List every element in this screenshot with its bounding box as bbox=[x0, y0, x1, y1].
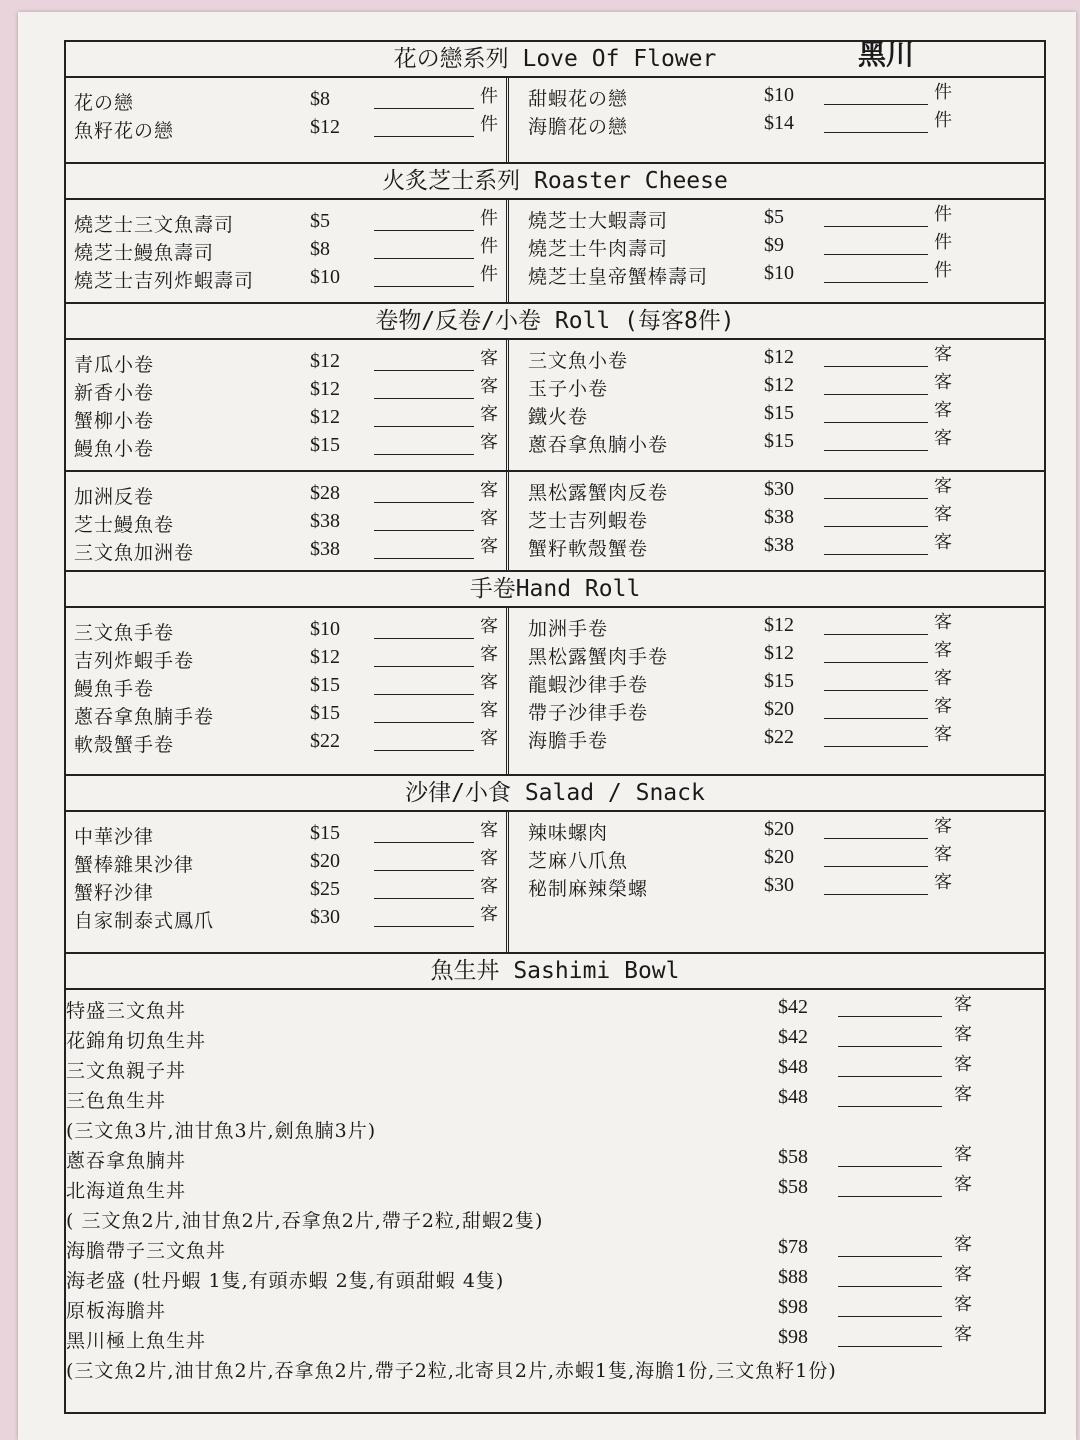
quantity-blank[interactable] bbox=[374, 286, 474, 287]
item-price: $20 bbox=[764, 846, 794, 868]
item-price: $15 bbox=[764, 402, 794, 424]
item-name: 燒芝士牛肉壽司 bbox=[528, 238, 669, 260]
item-price: $58 bbox=[778, 1146, 808, 1168]
menu-item-row bbox=[74, 646, 499, 674]
item-price: $5 bbox=[764, 206, 784, 228]
unit-label: 客 bbox=[934, 532, 952, 553]
quantity-blank[interactable] bbox=[374, 426, 474, 427]
item-name: 蔥吞拿魚腩手卷 bbox=[74, 706, 215, 728]
item-name: 特盛三文魚丼 bbox=[66, 1000, 187, 1022]
menu-item-row bbox=[74, 510, 499, 538]
item-price: $30 bbox=[764, 874, 794, 896]
menu-item-row bbox=[66, 1326, 1036, 1356]
menu-item-row bbox=[528, 234, 1033, 262]
unit-label: 客 bbox=[934, 724, 952, 745]
menu-item-row bbox=[74, 906, 499, 934]
right-column bbox=[528, 614, 1033, 754]
unit-label: 客 bbox=[934, 872, 952, 893]
section-title bbox=[66, 38, 1044, 78]
item-price: $12 bbox=[310, 406, 340, 428]
quantity-blank[interactable] bbox=[824, 634, 928, 635]
item-price: $38 bbox=[764, 506, 794, 528]
item-name: 軟殼蟹手卷 bbox=[74, 734, 175, 756]
item-name: 帶子沙律手卷 bbox=[528, 702, 649, 724]
column-divider bbox=[506, 76, 509, 162]
menu-section bbox=[66, 954, 1044, 1412]
unit-label: 客 bbox=[934, 428, 952, 449]
item-price: $22 bbox=[764, 726, 794, 748]
menu-item-row bbox=[74, 378, 499, 406]
quantity-blank[interactable] bbox=[374, 722, 474, 723]
item-note: (三文魚2片,油甘魚2片,吞拿魚2片,帶子2粒,北寄貝2片,赤蝦1隻,海膽1份,三文魚籽1份) bbox=[66, 1360, 837, 1382]
unit-label: 客 bbox=[480, 536, 498, 557]
quantity-blank[interactable] bbox=[824, 526, 928, 527]
quantity-blank[interactable] bbox=[374, 666, 474, 667]
item-name: 自家制泰式鳳爪 bbox=[74, 910, 215, 932]
quantity-blank[interactable] bbox=[838, 1256, 942, 1257]
item-name: 花の戀 bbox=[74, 92, 135, 114]
quantity-blank[interactable] bbox=[838, 1196, 942, 1197]
item-name: 原板海膽丼 bbox=[66, 1300, 167, 1322]
unit-label: 客 bbox=[934, 344, 952, 365]
unit-label: 客 bbox=[480, 480, 498, 501]
item-price: $98 bbox=[778, 1326, 808, 1348]
item-price: $15 bbox=[764, 430, 794, 452]
item-name: 海老盛 (牡丹蝦 1隻,有頭赤蝦 2隻,有頭甜蝦 4隻) bbox=[66, 1270, 505, 1292]
item-price: $10 bbox=[764, 262, 794, 284]
quantity-blank[interactable] bbox=[838, 1046, 942, 1047]
unit-label: 客 bbox=[480, 376, 498, 397]
unit-label: 客 bbox=[480, 432, 498, 453]
unit-label: 客 bbox=[934, 612, 952, 633]
quantity-blank[interactable] bbox=[824, 366, 928, 367]
unit-label: 件 bbox=[480, 208, 498, 229]
unit-label: 客 bbox=[480, 616, 498, 637]
item-name: 魚籽花の戀 bbox=[74, 120, 175, 142]
quantity-blank[interactable] bbox=[374, 638, 474, 639]
section-title-text: 卷物/反卷/小卷 Roll (每客8件) bbox=[375, 308, 735, 334]
quantity-blank[interactable] bbox=[824, 838, 928, 839]
quantity-blank[interactable] bbox=[824, 746, 928, 747]
item-name: 黑松露蟹肉反卷 bbox=[528, 482, 669, 504]
item-price: $15 bbox=[764, 670, 794, 692]
brand-name: 黑川 bbox=[857, 38, 914, 71]
item-name: 蟹籽沙律 bbox=[74, 882, 155, 904]
item-name: 鐵火卷 bbox=[528, 406, 589, 428]
unit-label: 客 bbox=[954, 1294, 972, 1315]
unit-label: 客 bbox=[934, 476, 952, 497]
item-price: $88 bbox=[778, 1266, 808, 1288]
quantity-blank[interactable] bbox=[838, 1016, 942, 1017]
item-name: 鰻魚手卷 bbox=[74, 678, 155, 700]
menu-item-row bbox=[74, 88, 499, 116]
menu-item-row bbox=[74, 266, 499, 294]
section-title-text: 手卷Hand Roll bbox=[469, 576, 641, 602]
quantity-blank[interactable] bbox=[374, 870, 474, 871]
menu-frame bbox=[64, 40, 1046, 1414]
item-price: $5 bbox=[310, 210, 330, 232]
quantity-blank[interactable] bbox=[374, 230, 474, 231]
unit-label: 客 bbox=[480, 404, 498, 425]
right-column bbox=[528, 478, 1033, 562]
menu-item-row bbox=[528, 346, 1033, 374]
right-column bbox=[528, 346, 1033, 458]
menu-item-row bbox=[66, 1086, 1036, 1116]
item-name: 燒芝士三文魚壽司 bbox=[74, 214, 235, 236]
item-name: 三文魚手卷 bbox=[74, 622, 175, 644]
unit-label: 客 bbox=[934, 400, 952, 421]
menu-item-row bbox=[74, 238, 499, 266]
menu-item-row bbox=[74, 702, 499, 730]
item-name: 花錦角切魚生丼 bbox=[66, 1030, 207, 1052]
quantity-blank[interactable] bbox=[374, 898, 474, 899]
unit-label: 件 bbox=[934, 232, 952, 253]
item-name: 燒芝士皇帝蟹棒壽司 bbox=[528, 266, 709, 288]
menu-item-row bbox=[528, 206, 1033, 234]
unit-label: 件 bbox=[480, 264, 498, 285]
menu-item-row bbox=[528, 430, 1033, 458]
menu-item-row bbox=[528, 698, 1033, 726]
item-name: 辣味螺肉 bbox=[528, 822, 609, 844]
quantity-blank[interactable] bbox=[824, 394, 928, 395]
quantity-blank[interactable] bbox=[838, 1106, 942, 1107]
item-name: 吉列炸蝦手卷 bbox=[74, 650, 195, 672]
item-price: $10 bbox=[310, 618, 340, 640]
quantity-blank[interactable] bbox=[824, 422, 928, 423]
right-column bbox=[528, 818, 1033, 902]
left-column bbox=[74, 822, 499, 934]
menu-item-row bbox=[528, 614, 1033, 642]
item-price: $30 bbox=[310, 906, 340, 928]
item-note: (三文魚3片,油甘魚3片,劍魚腩3片) bbox=[66, 1120, 377, 1142]
item-name: 芝士鰻魚卷 bbox=[74, 514, 175, 536]
menu-item-row bbox=[74, 850, 499, 878]
left-column bbox=[74, 618, 499, 758]
unit-label: 件 bbox=[480, 236, 498, 257]
unit-label: 客 bbox=[954, 1174, 972, 1195]
item-name: 蔥吞拿魚腩小卷 bbox=[528, 434, 669, 456]
item-name: 甜蝦花の戀 bbox=[528, 88, 629, 110]
unit-label: 客 bbox=[480, 848, 498, 869]
menu-item-row bbox=[74, 210, 499, 238]
section-title bbox=[66, 776, 1044, 812]
item-price: $30 bbox=[764, 478, 794, 500]
item-price: $10 bbox=[310, 266, 340, 288]
unit-label: 客 bbox=[480, 876, 498, 897]
unit-label: 客 bbox=[934, 696, 952, 717]
quantity-blank[interactable] bbox=[374, 750, 474, 751]
item-price: $78 bbox=[778, 1236, 808, 1258]
item-name: 鰻魚小卷 bbox=[74, 438, 155, 460]
quantity-blank[interactable] bbox=[824, 894, 928, 895]
full-width-list bbox=[66, 996, 1036, 1386]
unit-label: 客 bbox=[954, 1324, 972, 1345]
unit-label: 客 bbox=[480, 508, 498, 529]
section-title-text: 火炙芝士系列 Roaster Cheese bbox=[382, 168, 728, 194]
quantity-blank[interactable] bbox=[374, 370, 474, 371]
section-title-text: 花の戀系列 Love Of Flower bbox=[393, 46, 717, 72]
section-title-text: 沙律/小食 Salad / Snack bbox=[405, 780, 705, 806]
unit-label: 客 bbox=[480, 904, 498, 925]
column-divider bbox=[506, 606, 509, 774]
item-price: $14 bbox=[764, 112, 794, 134]
item-name: 燒芝士大蝦壽司 bbox=[528, 210, 669, 232]
unit-label: 客 bbox=[480, 348, 498, 369]
item-name: 海膽手卷 bbox=[528, 730, 609, 752]
item-name: 黑松露蟹肉手卷 bbox=[528, 646, 669, 668]
item-note: ( 三文魚2片,油甘魚2片,吞拿魚2片,帶子2粒,甜蝦2隻) bbox=[66, 1210, 544, 1232]
unit-label: 客 bbox=[934, 372, 952, 393]
quantity-blank[interactable] bbox=[374, 136, 474, 137]
menu-item-row bbox=[528, 402, 1033, 430]
unit-label: 件 bbox=[934, 110, 952, 131]
quantity-blank[interactable] bbox=[824, 104, 928, 105]
unit-label: 客 bbox=[954, 1084, 972, 1105]
item-name: 加洲反卷 bbox=[74, 486, 155, 508]
item-price: $10 bbox=[764, 84, 794, 106]
quantity-blank[interactable] bbox=[838, 1346, 942, 1347]
menu-item-row bbox=[66, 1296, 1036, 1326]
item-name: 芝士吉列蝦卷 bbox=[528, 510, 649, 532]
item-price: $15 bbox=[310, 822, 340, 844]
item-price: $8 bbox=[310, 88, 330, 110]
menu-item-row bbox=[528, 818, 1033, 846]
item-name: 燒芝士鰻魚壽司 bbox=[74, 242, 215, 264]
menu-item-row bbox=[66, 1236, 1036, 1266]
menu-item-row bbox=[528, 506, 1033, 534]
column-divider bbox=[506, 810, 509, 952]
item-name: 中華沙律 bbox=[74, 826, 155, 848]
quantity-blank[interactable] bbox=[824, 450, 928, 451]
item-name: 三文魚加洲卷 bbox=[74, 542, 195, 564]
menu-sheet bbox=[18, 12, 1076, 1440]
item-name: 蔥吞拿魚腩丼 bbox=[66, 1150, 187, 1172]
unit-label: 客 bbox=[954, 1234, 972, 1255]
right-column bbox=[528, 206, 1033, 290]
item-price: $38 bbox=[764, 534, 794, 556]
left-column bbox=[74, 482, 499, 566]
menu-item-row bbox=[528, 478, 1033, 506]
item-name: 芝麻八爪魚 bbox=[528, 850, 629, 872]
left-column bbox=[74, 210, 499, 294]
quantity-blank[interactable] bbox=[374, 258, 474, 259]
item-price: $38 bbox=[310, 510, 340, 532]
quantity-blank[interactable] bbox=[824, 498, 928, 499]
left-column bbox=[74, 350, 499, 462]
item-name: 三文魚親子丼 bbox=[66, 1060, 187, 1082]
quantity-blank[interactable] bbox=[374, 558, 474, 559]
item-price: $42 bbox=[778, 1026, 808, 1048]
item-name: 黑川極上魚生丼 bbox=[66, 1330, 207, 1352]
item-price: $48 bbox=[778, 1056, 808, 1078]
menu-item-row bbox=[66, 1176, 1036, 1206]
menu-item-row bbox=[528, 84, 1033, 112]
quantity-blank[interactable] bbox=[838, 1316, 942, 1317]
item-name: 新香小卷 bbox=[74, 382, 155, 404]
menu-item-row bbox=[66, 996, 1036, 1026]
item-name: 蟹柳小卷 bbox=[74, 410, 155, 432]
menu-item-row bbox=[66, 1266, 1036, 1296]
item-price: $12 bbox=[764, 346, 794, 368]
item-price: $98 bbox=[778, 1296, 808, 1318]
column-divider bbox=[506, 338, 509, 570]
menu-item-row bbox=[74, 730, 499, 758]
unit-label: 客 bbox=[954, 1264, 972, 1285]
unit-label: 客 bbox=[934, 844, 952, 865]
quantity-blank[interactable] bbox=[838, 1286, 942, 1287]
menu-section bbox=[66, 572, 1044, 776]
item-price: $15 bbox=[310, 674, 340, 696]
right-column bbox=[528, 84, 1033, 140]
menu-item-row bbox=[528, 534, 1033, 562]
section-title-text: 魚生丼 Sashimi Bowl bbox=[430, 958, 680, 984]
quantity-blank[interactable] bbox=[824, 662, 928, 663]
item-name: 三色魚生丼 bbox=[66, 1090, 167, 1112]
unit-label: 客 bbox=[480, 820, 498, 841]
menu-item-row bbox=[74, 350, 499, 378]
item-name: 玉子小卷 bbox=[528, 378, 609, 400]
unit-label: 客 bbox=[954, 1144, 972, 1165]
menu-item-row bbox=[74, 406, 499, 434]
quantity-blank[interactable] bbox=[824, 132, 928, 133]
unit-label: 件 bbox=[934, 260, 952, 281]
quantity-blank[interactable] bbox=[374, 530, 474, 531]
item-price: $48 bbox=[778, 1086, 808, 1108]
item-price: $22 bbox=[310, 730, 340, 752]
item-price: $12 bbox=[310, 350, 340, 372]
menu-item-row bbox=[528, 726, 1033, 754]
unit-label: 客 bbox=[954, 1054, 972, 1075]
item-name: 秘制麻辣榮螺 bbox=[528, 878, 649, 900]
quantity-blank[interactable] bbox=[824, 282, 928, 283]
menu-item-row bbox=[66, 1026, 1036, 1056]
menu-section bbox=[66, 164, 1044, 304]
quantity-blank[interactable] bbox=[374, 398, 474, 399]
section-title bbox=[66, 164, 1044, 200]
menu-item-row bbox=[74, 434, 499, 462]
quantity-blank[interactable] bbox=[824, 690, 928, 691]
quantity-blank[interactable] bbox=[374, 502, 474, 503]
quantity-blank[interactable] bbox=[374, 108, 474, 109]
item-name: 燒芝士吉列炸蝦壽司 bbox=[74, 270, 255, 292]
subsection-divider bbox=[66, 470, 1044, 472]
menu-item-row bbox=[528, 374, 1033, 402]
item-price: $12 bbox=[310, 116, 340, 138]
menu-item-row bbox=[528, 670, 1033, 698]
unit-label: 客 bbox=[480, 728, 498, 749]
quantity-blank[interactable] bbox=[824, 718, 928, 719]
menu-section bbox=[66, 304, 1044, 572]
menu-item-row bbox=[528, 846, 1033, 874]
left-column bbox=[74, 88, 499, 144]
unit-label: 客 bbox=[480, 644, 498, 665]
item-name: 蟹籽軟殼蟹卷 bbox=[528, 538, 649, 560]
quantity-blank[interactable] bbox=[374, 926, 474, 927]
quantity-blank[interactable] bbox=[824, 866, 928, 867]
menu-item-row bbox=[74, 618, 499, 646]
quantity-blank[interactable] bbox=[824, 226, 928, 227]
item-price: $42 bbox=[778, 996, 808, 1018]
quantity-blank[interactable] bbox=[824, 554, 928, 555]
quantity-blank[interactable] bbox=[838, 1076, 942, 1077]
item-price: $12 bbox=[764, 374, 794, 396]
section-title bbox=[66, 572, 1044, 608]
quantity-blank[interactable] bbox=[838, 1166, 942, 1167]
column-divider bbox=[506, 198, 509, 302]
menu-item-row bbox=[66, 1146, 1036, 1176]
menu-item-row bbox=[528, 874, 1033, 902]
item-price: $28 bbox=[310, 482, 340, 504]
item-price: $20 bbox=[764, 698, 794, 720]
item-price: $12 bbox=[764, 642, 794, 664]
item-name: 海膽花の戀 bbox=[528, 116, 629, 138]
unit-label: 件 bbox=[934, 82, 952, 103]
item-name: 加洲手卷 bbox=[528, 618, 609, 640]
quantity-blank[interactable] bbox=[374, 454, 474, 455]
menu-item-row bbox=[74, 878, 499, 906]
quantity-blank[interactable] bbox=[374, 694, 474, 695]
menu-item-row bbox=[528, 262, 1033, 290]
item-price: $12 bbox=[310, 646, 340, 668]
item-price: $12 bbox=[764, 614, 794, 636]
menu-item-row bbox=[74, 822, 499, 850]
menu-section bbox=[66, 38, 1044, 164]
menu-item-row bbox=[74, 674, 499, 702]
menu-item-row bbox=[74, 116, 499, 144]
item-price: $38 bbox=[310, 538, 340, 560]
unit-label: 客 bbox=[480, 700, 498, 721]
section-title bbox=[66, 954, 1044, 990]
unit-label: 件 bbox=[934, 204, 952, 225]
item-name: 北海道魚生丼 bbox=[66, 1180, 187, 1202]
menu-item-row bbox=[528, 642, 1033, 670]
section-title bbox=[66, 304, 1044, 340]
item-name: 龍蝦沙律手卷 bbox=[528, 674, 649, 696]
unit-label: 客 bbox=[934, 640, 952, 661]
item-price: $8 bbox=[310, 238, 330, 260]
item-name: 三文魚小卷 bbox=[528, 350, 629, 372]
item-price: $20 bbox=[764, 818, 794, 840]
quantity-blank[interactable] bbox=[374, 842, 474, 843]
unit-label: 客 bbox=[934, 816, 952, 837]
item-price: $25 bbox=[310, 878, 340, 900]
unit-label: 客 bbox=[934, 504, 952, 525]
item-name: 青瓜小卷 bbox=[74, 354, 155, 376]
item-price: $58 bbox=[778, 1176, 808, 1198]
unit-label: 客 bbox=[480, 672, 498, 693]
item-name: 海膽帶子三文魚丼 bbox=[66, 1240, 227, 1262]
menu-section bbox=[66, 776, 1044, 954]
menu-item-row bbox=[528, 112, 1033, 140]
unit-label: 客 bbox=[954, 994, 972, 1015]
item-price: $15 bbox=[310, 702, 340, 724]
menu-item-row bbox=[66, 1056, 1036, 1086]
menu-item-row bbox=[74, 482, 499, 510]
unit-label: 客 bbox=[934, 668, 952, 689]
unit-label: 件 bbox=[480, 114, 498, 135]
item-price: $20 bbox=[310, 850, 340, 872]
item-name: 蟹棒雜果沙律 bbox=[74, 854, 195, 876]
quantity-blank[interactable] bbox=[824, 254, 928, 255]
unit-label: 件 bbox=[480, 86, 498, 107]
unit-label: 客 bbox=[954, 1024, 972, 1045]
item-price: $12 bbox=[310, 378, 340, 400]
item-price: $15 bbox=[310, 434, 340, 456]
menu-item-row bbox=[74, 538, 499, 566]
item-price: $9 bbox=[764, 234, 784, 256]
